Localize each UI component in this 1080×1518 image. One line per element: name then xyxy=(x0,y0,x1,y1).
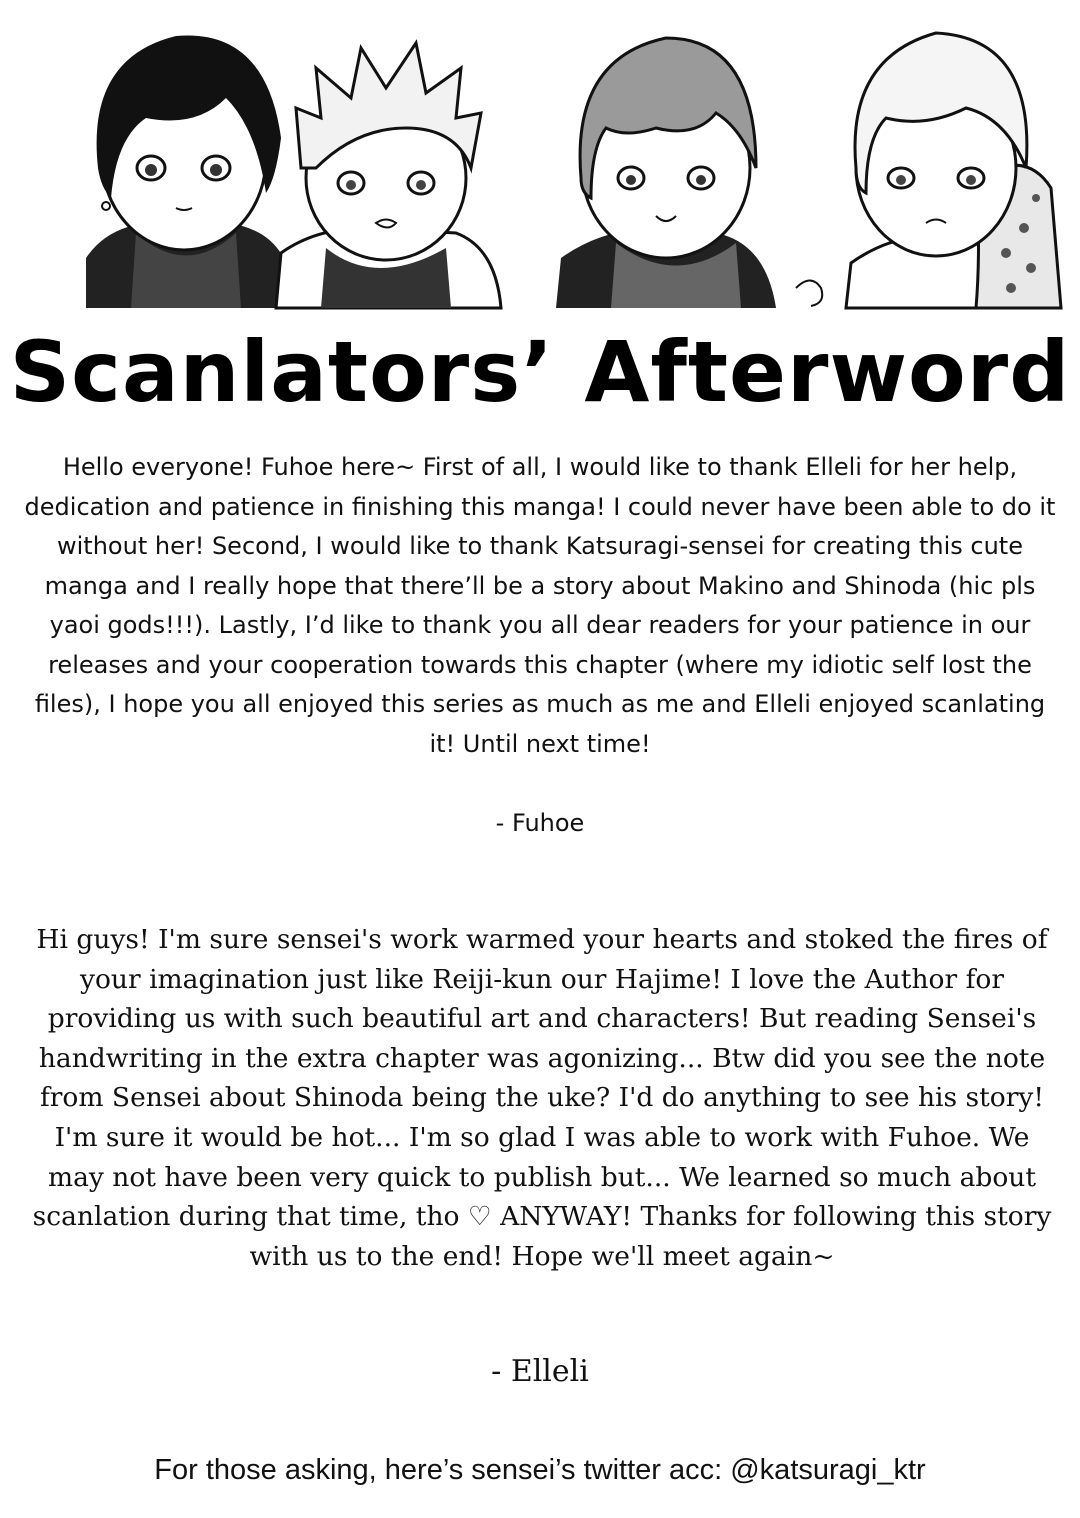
elleli-message: Hi guys! I'm sure sensei's work warmed your hearts and stoked the fires of your imagination just like Reiji-kun our Hajime! I love the Author for providing us with such beautiful art and characters! But reading Sensei's handwriting in the extra chapter was agonizing... Btw did you see the note from Sensei about Shinoda being the uke? I'd do anything to see his story! I'm sure it would be hot... I'm so glad I was able to work with Fuhoe. We may not have been very quick to publish but... We learned so much about scanlation during that time, tho ♡ ANYWAY! Thanks for following this story with us to the end! Hope we'll meet again~ xyxy=(32,924,1052,1272)
chibi-character-leopard-sleeve xyxy=(846,33,1061,308)
elleli-signature: - Elleli xyxy=(491,1354,589,1389)
afterword-heading: Scanlators’ Afterword xyxy=(9,323,1071,421)
twitter-footer-note: For those asking, here’s sensei’s twitter acc: @katsuragi_ktr xyxy=(154,1454,926,1486)
chibi-characters-illustration xyxy=(76,18,1064,310)
fuhoe-message: Hello everyone! Fuhoe here~ First of all, I would like to thank Elleli for her help, dedication and patience in finishing this manga! I could never have been able to do it without her! Second, I would like to thank Katsuragi-sensei for creating this cute manga and I really hope that there’ll be a story about Makino and Shinoda (hic pls yaoi gods!!!). Lastly, I’d like to thank you all dear readers for your patience in our releases and your cooperation towards this chapter (where my idiotic self lost the files), I hope you all enjoyed this series as much as me and Elleli enjoyed scanlating it! Until next time! xyxy=(24,453,1056,758)
chibi-character-dark-hair xyxy=(86,35,291,308)
chibi-character-wavy-hair xyxy=(556,38,822,308)
fuhoe-signature: - Fuhoe xyxy=(495,809,585,837)
chibi-character-spiky-hair xyxy=(276,43,501,308)
